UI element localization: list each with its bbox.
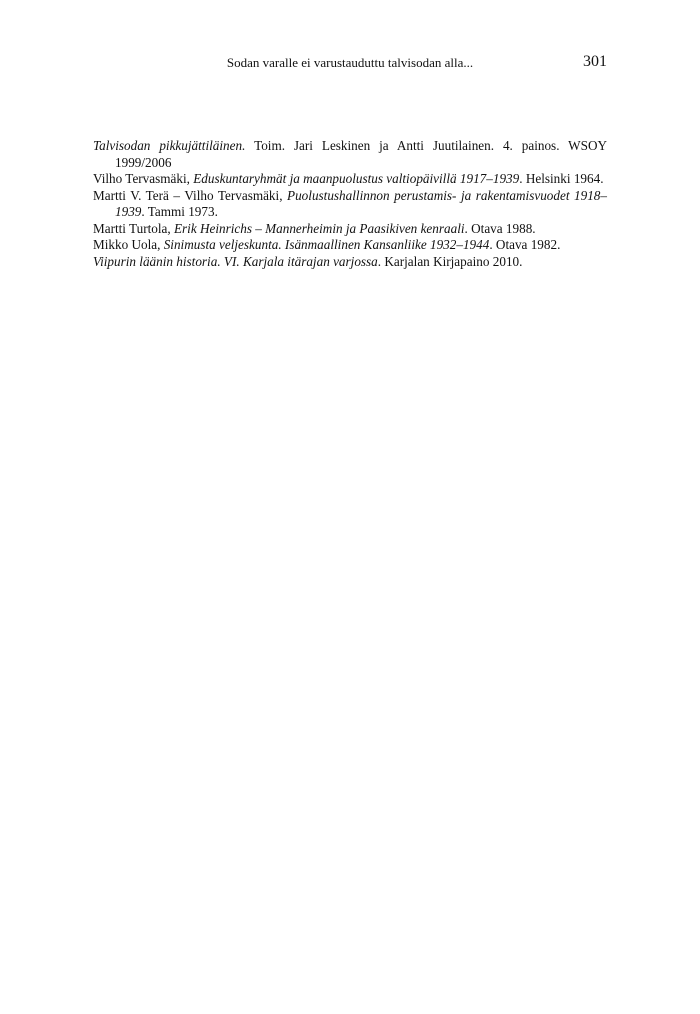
entry-publication: . Helsinki 1964. — [519, 171, 604, 186]
page-number: 301 — [583, 53, 607, 70]
bibliography-entry — [93, 254, 607, 271]
entry-title: Talvisodan pikkujättiläinen. — [93, 138, 246, 153]
entry-publication: Toim. Jari Leskinen ja Antti Juutilainen. 4. painos. WSOY 1999/2006 — [115, 138, 607, 170]
entry-author: Mikko Uola, — [93, 237, 164, 252]
entry-publication: . Tammi 1973. — [141, 204, 218, 219]
entry-publication: . Otava 1982. — [489, 237, 561, 252]
entry-author: Martti Turtola, — [93, 220, 174, 236]
entry-title: Puolustushallinnon perustamis- ja rakentamisvuodet 1918–1939 — [115, 187, 607, 219]
entry-author: Martti V. Terä – Vilho Tervasmäki, — [93, 187, 288, 203]
bibliography-entry — [93, 171, 607, 188]
entry-publication: . Karjalan Kirjapaino 2010. — [377, 253, 523, 269]
running-title: Sodan varalle ei varustauduttu talvisodan alla... — [226, 55, 474, 70]
entry-title: Erik Heinrichs – Mannerheimin ja Paasikiven kenraali — [173, 220, 465, 236]
bibliography-entry — [93, 138, 607, 171]
entry-title: Eduskuntaryhmät ja maanpuolustus valtiopäivillä 1917–1939 — [193, 171, 520, 186]
bibliography-entry — [93, 221, 607, 238]
bibliography-entry — [93, 188, 607, 221]
entry-author: Vilho Tervasmäki, — [93, 171, 194, 186]
entry-title: Viipurin läänin historia. VI. Karjala itärajan varjossa — [93, 253, 378, 269]
entry-title: Sinimusta veljeskunta. Isänmaallinen Kansanliike 1932–1944 — [163, 237, 490, 252]
bibliography-entry — [93, 237, 607, 254]
entry-publication: . Otava 1988. — [464, 220, 536, 236]
bibliography-list — [93, 138, 607, 270]
running-header — [93, 53, 607, 73]
